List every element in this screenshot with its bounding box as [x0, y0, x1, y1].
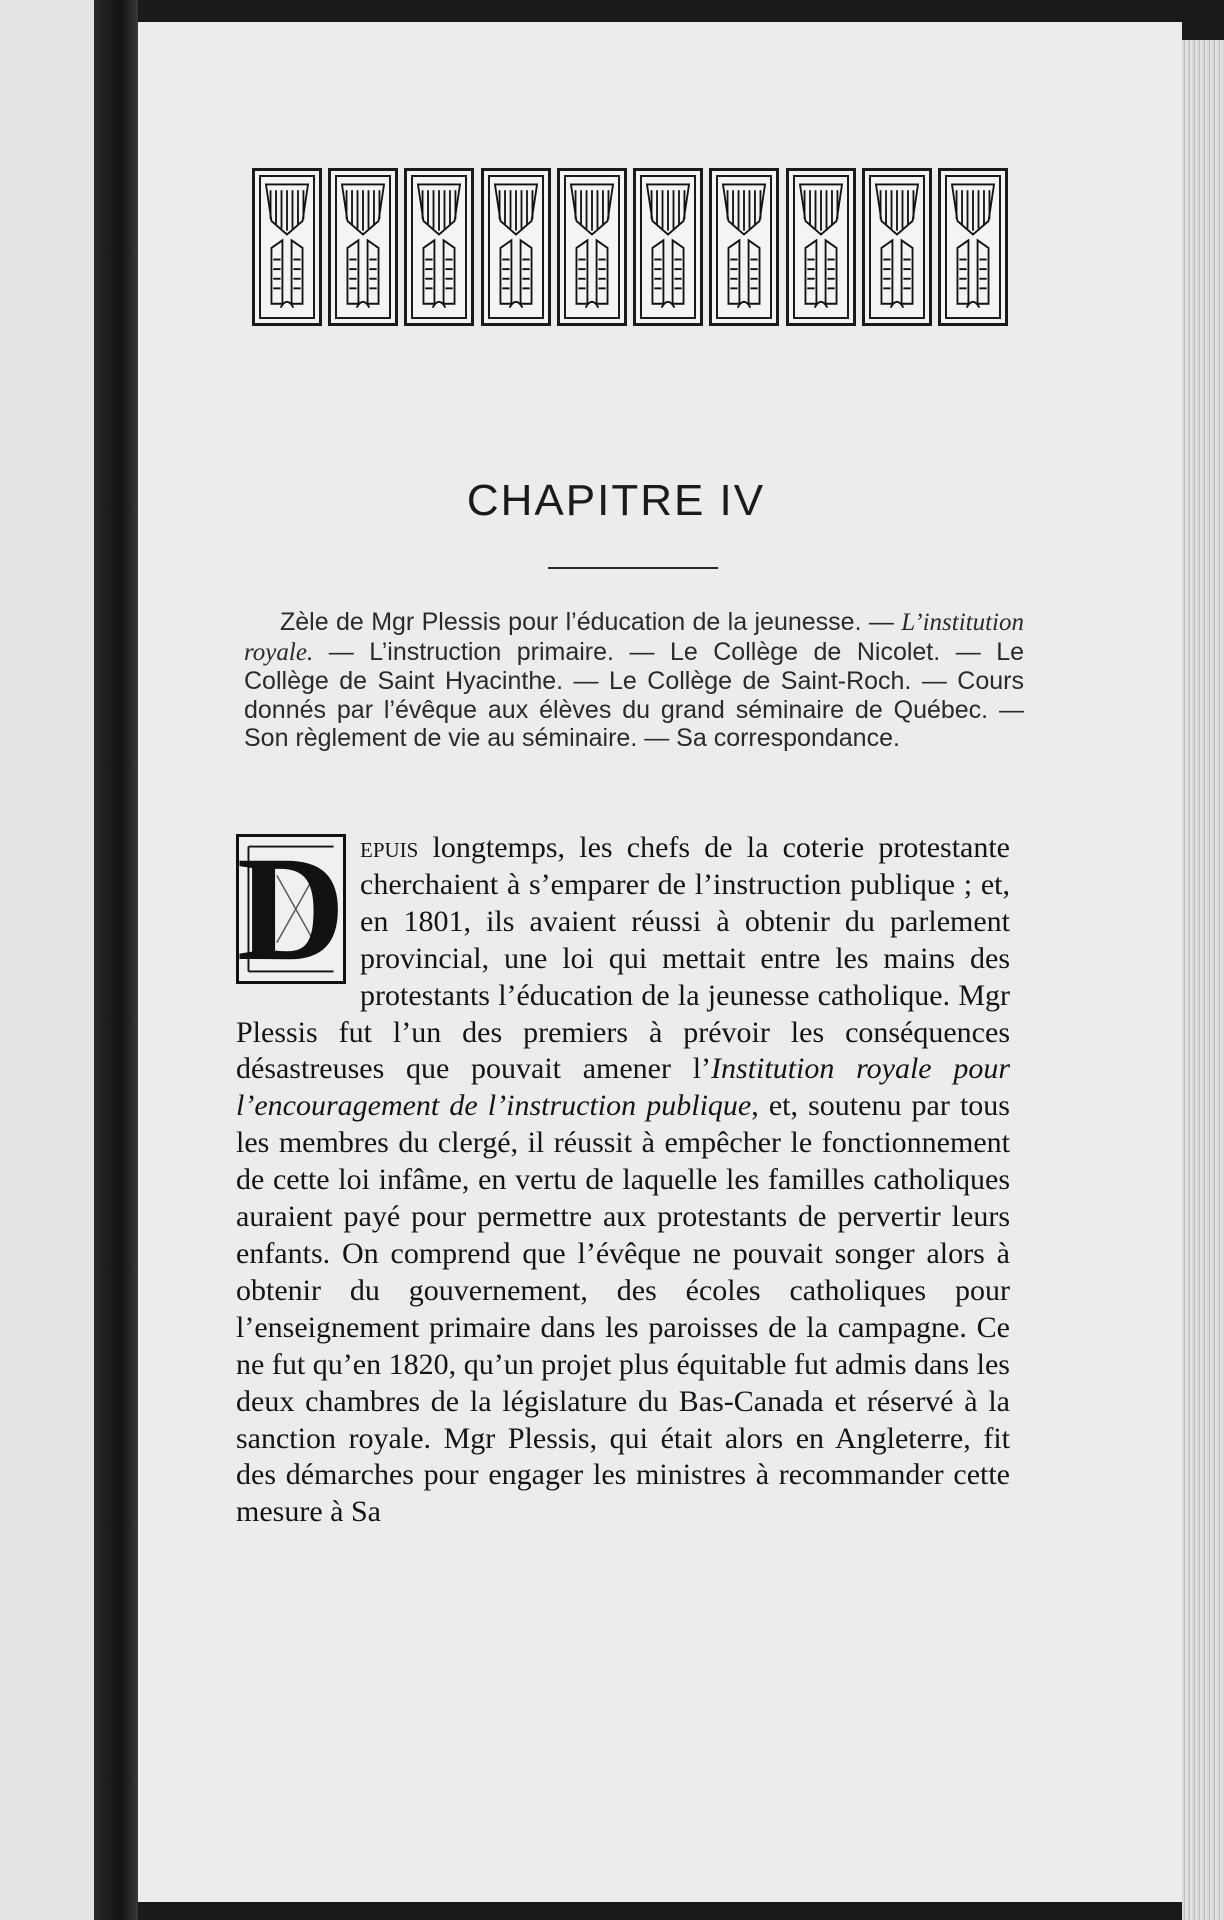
ornament-tile [862, 168, 932, 326]
dropcap-letter: D [236, 826, 346, 992]
body-text-part-1: longtemps, les chefs de la coterie protestante cherchaient à s’emparer de l’instruction publique ; et, en 1801, ils avaient réussi à obtenir du parlement provincial, une loi qui mettait entre les mains des protestants l’éducation de la jeunesse catholique. Mgr Plessis fut l’un des premiers à prévoir les conséquences désastreuses que pouvait amener l’ [236, 831, 1010, 1086]
ornament-tile [557, 168, 627, 326]
ornament-tile [328, 168, 398, 326]
ornament-tile [709, 168, 779, 326]
ornament-tile [404, 168, 474, 326]
facing-page [0, 0, 100, 1920]
title-rule [548, 567, 718, 569]
chapter-title: CHAPITRE IV [466, 476, 766, 525]
summary-italic-title: L’institution royale. [244, 609, 1024, 666]
ornament-tile [481, 168, 551, 326]
ornament-tile [938, 168, 1008, 326]
ornament-tile [252, 168, 322, 326]
chapter-summary [244, 608, 1024, 753]
summary-text-cont: — L’instruction primaire. — Le Collège de Nicolet. — Le Collège de Saint Hyacinthe. — Le Collège de Saint-Roch. — Cours donnés par l’évêque aux élèves du grand séminaire de Québec. — Son règlement de vie au séminaire. — Sa correspondance. [244, 637, 1024, 752]
ornament-tile [633, 168, 703, 326]
summary-text: Zèle de Mgr Plessis pour l’éducation de la jeunesse. — [280, 608, 902, 636]
page-edges [1182, 40, 1224, 1920]
body-italic-title: Institution royale pour l’encouragement de l’instruction publique [236, 1052, 1010, 1123]
ornament-tile [786, 168, 856, 326]
first-word: epuis [360, 831, 419, 864]
dropcap-initial [236, 826, 346, 992]
book-gutter [94, 0, 138, 1920]
body-paragraph [236, 826, 1010, 1531]
body-text-part-2: , et, soutenu par tous les membres du clergé, il réussit à empêcher le fonctionnement de cette loi infâme, en vertu de laquelle les familles catholiques auraient payé pour permettre aux protestants de pervertir leurs enfants. On comprend que l’évêque ne pouvait songer alors à obtenir du gouvernement, des écoles catholiques pour l’enseignement primaire dans les paroisses de la campagne. Ce ne fut qu’en 1820, qu’un projet plus équitable fut admis dans les deux chambres de la législature du Bas-Canada et réservé à la sanction royale. Mgr Plessis, qui était alors en Angleterre, fit des démarches pour engager les ministres à recommander cette mesure à Sa [236, 1089, 1010, 1529]
decorative-header-band [252, 168, 1008, 328]
